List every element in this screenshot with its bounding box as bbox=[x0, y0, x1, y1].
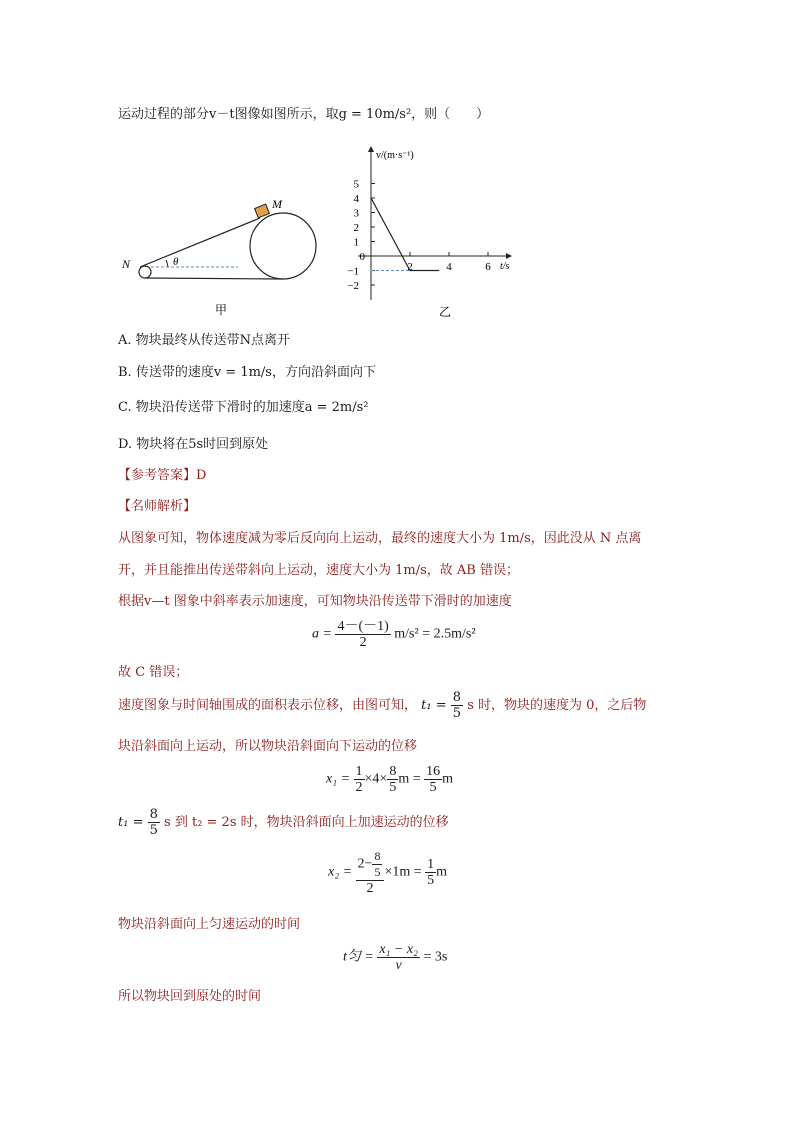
reference-answer: 【参考答案】D bbox=[118, 468, 207, 483]
equation-t-uniform: t匀 = $\frac{\text{x₁ − x₂}}{v}$ = 3s bbox=[343, 942, 448, 973]
vt-graph bbox=[338, 140, 528, 322]
x-tick-label: 6 bbox=[485, 261, 491, 273]
y-tick-label: −2 bbox=[347, 280, 359, 292]
block-m bbox=[255, 204, 270, 218]
option-a: A. 物块最终从传送带N点离开 bbox=[118, 333, 291, 348]
conveyor-figure bbox=[118, 190, 328, 320]
x-tick-label: 2 bbox=[407, 261, 413, 273]
equation-x1: x₁ = $\frac{1}{2}$ ×4× $\frac{8}{5}$ m = $\frac{16}{5}$ m bbox=[326, 764, 454, 795]
caption-jia: 甲 bbox=[215, 303, 228, 317]
equation-x2: x₂ = 2− $\frac{8}{5}$ 2 ×1m = $\frac{1}{5}$ m bbox=[328, 849, 448, 896]
question-stem: 运动过程的部分v－t图像如图所示，取g = 10m/s²，则（ ） bbox=[118, 107, 490, 122]
y-tick-label: −1 bbox=[347, 265, 359, 278]
analysis-p1b: 开，并且能推出传送带斜向上运动，速度大小为 1m/s，故 AB 错误； bbox=[118, 563, 519, 578]
x-tick-label: 4 bbox=[446, 261, 452, 273]
y-tick-label: 2 bbox=[353, 222, 359, 234]
analysis-p1a: 从图象可知，物体速度减为零后反向向上运动，最终的速度大小为 1m/s，因此没从 N 点离 bbox=[118, 531, 642, 546]
label-m: M bbox=[272, 197, 282, 211]
y-tick-label: 0 bbox=[359, 251, 365, 263]
small-pulley bbox=[139, 266, 151, 278]
x-ticks bbox=[407, 252, 491, 273]
analysis-p8: 所以物块回到原处的时间 bbox=[118, 989, 262, 1004]
y-axis-label: v/(m·s⁻¹) bbox=[376, 150, 414, 161]
analysis-p4: 速度图象与时间轴围成的面积表示位移，由图可知， t₁ = $\frac{8}{5}$ s 时，物块的速度为 0，之后物 bbox=[118, 690, 647, 721]
y-tick-label: 4 bbox=[353, 193, 359, 205]
analysis-p5: 块沿斜面向上运动，所以物块沿斜面向下运动的位移 bbox=[118, 739, 418, 754]
label-theta: θ bbox=[173, 256, 179, 268]
analysis-p7: 物块沿斜面向上匀速运动的时间 bbox=[118, 917, 301, 932]
y-tick-label: 1 bbox=[353, 236, 359, 249]
label-n: N bbox=[122, 257, 131, 271]
y-tick-label: 5 bbox=[353, 178, 359, 191]
large-pulley bbox=[250, 213, 316, 279]
analysis-p3: 故 C 错误； bbox=[118, 665, 189, 680]
x-axis-label: t/s bbox=[500, 261, 510, 272]
option-d: D. 物块将在5s时回到原处 bbox=[118, 437, 269, 452]
equation-acceleration: a = $\frac{4-(-1)}{2}$ m/s² = 2.5m/s² bbox=[312, 619, 476, 650]
analysis-p2: 根据v—t 图象中斜率表示加速度，可知物块沿传送带下滑时的加速度 bbox=[118, 594, 512, 609]
caption-yi: 乙 bbox=[439, 305, 452, 319]
option-c: C. 物块沿传送带下滑时的加速度a = 2m/s² bbox=[118, 400, 369, 415]
analysis-p6: t₁ = $\frac{8}{5}$ s 到 t₂ = 2s 时，物块沿斜面向上加速运动的位移 bbox=[118, 807, 449, 838]
option-b: B. 传送带的速度v = 1m/s，方向沿斜面向下 bbox=[118, 365, 376, 380]
analysis-title: 【名师解析】 bbox=[118, 499, 197, 514]
y-tick-label: 3 bbox=[353, 207, 359, 220]
vt-series-line bbox=[371, 198, 439, 271]
